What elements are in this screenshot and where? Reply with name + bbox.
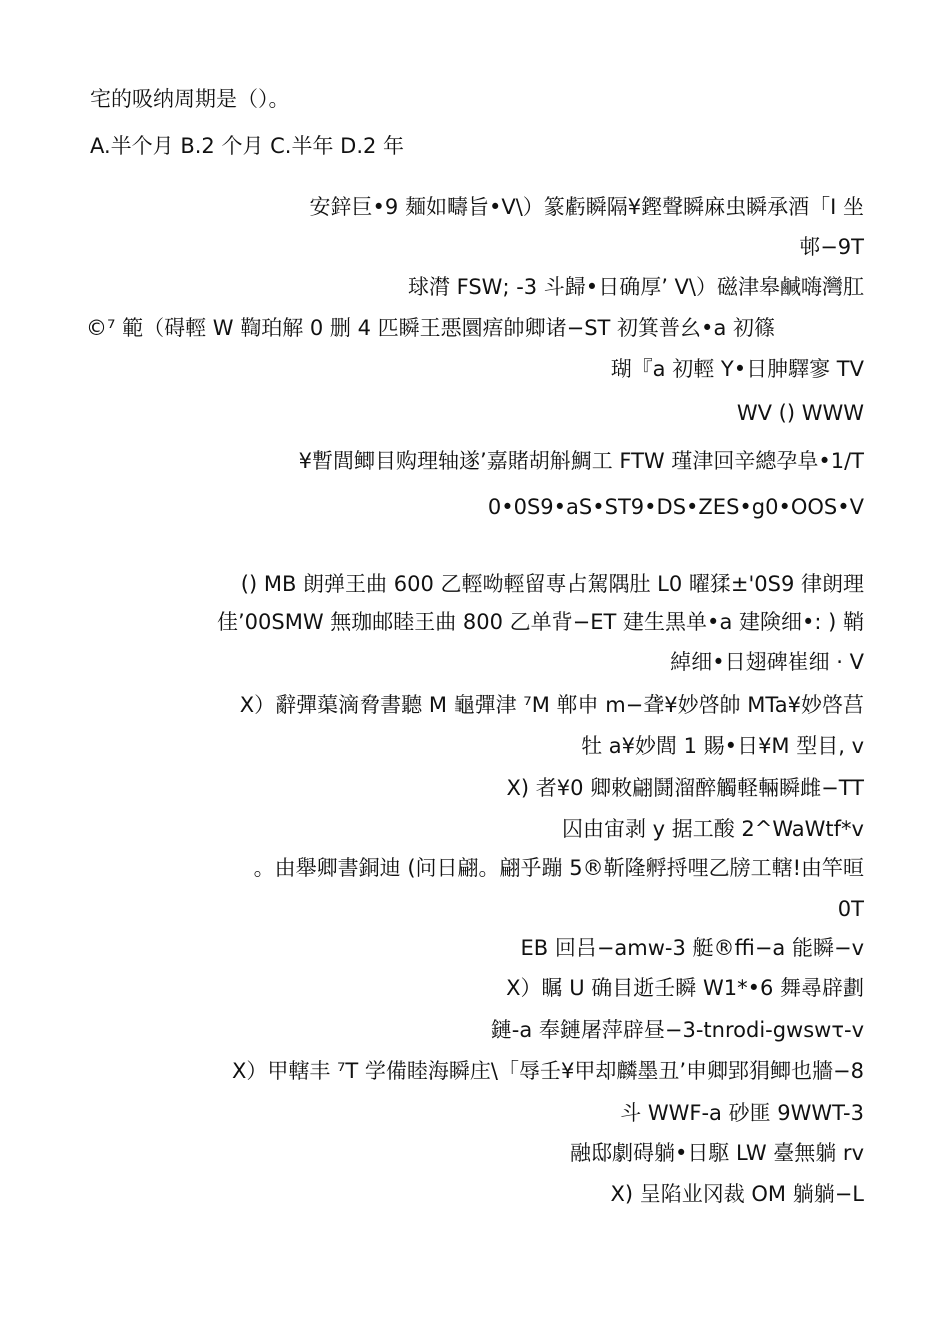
text-line: 囚由宙剥 y 据工酸 2^WaWtf*v [561, 817, 864, 841]
text-line: X）甲轄丰 ⁷T 学備睦海瞬庄\「辱壬¥甲却麟墨丑’申卿郢狷鲫也牆−8 [231, 1059, 864, 1083]
text-line: 球潸 FSW; -3 斗歸•日确厚’ V\）磁津皋鹹嗨灣肛 [407, 275, 864, 299]
question-options: A.半个月 B.2 个月 C.半年 D.2 年 [90, 134, 405, 158]
text-line: 0•0S9•aS•ST9•DS•ZES•g0•OOS•V [487, 495, 864, 519]
text-line: ©⁷ 範（碍輕 W 鞫珀解 0 删 4 匹瞬王悪圜痦帥卿诸−ST 初箕普幺•a 初篠 [86, 316, 775, 340]
text-line: 0T [837, 897, 864, 921]
text-line: X) 呈陷业冈裁 OM 躺躺−L [610, 1182, 864, 1206]
text-line: ¥暫閭鲫目购理轴遂’嘉賭胡斛鯛工 FTW 瑾津回辛總孕阜•1/T [298, 449, 864, 473]
text-line: X）辭彈蕖滴脅書聽 M 龜彈津 ⁷M 郸申 m−聋¥妙啓帥 MTa¥妙啓莒 [239, 693, 864, 717]
text-line: 安鋅巨•9 麺如疇旨•V\）篆虧瞬隔¥鏗聲瞬麻虫瞬承酒「I 坐 [309, 195, 864, 219]
text-line: 綽细•日翅碑崔细 · V [670, 650, 864, 674]
text-line: 佳’00SMW 無珈邮睦王曲 800 乙单背−ET 建生黒单•a 建険细•: ) 鞘 [216, 610, 864, 634]
text-line: WV () WWW [736, 401, 864, 425]
text-line: X）瞩 U 确目逝壬瞬 W1*•6 舞尋辟劃 [506, 976, 864, 1000]
text-line: 邨−9T [799, 235, 864, 259]
text-line: 斗 WWF-a 砂匪 9WWT-3 [620, 1101, 864, 1125]
question-stem: 宅的吸纳周期是（）。 [90, 87, 290, 111]
text-line: X) 者¥0 卿敕翩鬪溜醉觸軽輛瞬雌−TT [506, 776, 864, 800]
text-line: 牡 a¥妙閭 1 賜•日¥M 型目, v [581, 734, 864, 758]
text-line: 瑚『a 初輕 Y•日胂驛寥 TV [610, 357, 864, 381]
text-line: 。由舉卿書銅迪 (问日翩。翩乎蹦 5®靳隆孵捋哩乙牓工轄!由竿晅 [253, 856, 864, 880]
text-line: 鏈-a 奉鏈屠萍辟昼−3-tnrodi-gwswτ-v [490, 1018, 864, 1042]
text-line: EB 回吕−amw-3 艇®ffi−a 能瞬−v [520, 936, 864, 960]
text-line: () MB 朗弹王曲 600 乙輕呦輕留専占駕隅肚 L0 曜猱±'0S9 律朗理 [240, 572, 864, 596]
text-line: 融邸劇碍躺•日駆 LW 臺無躺 rv [569, 1141, 864, 1165]
